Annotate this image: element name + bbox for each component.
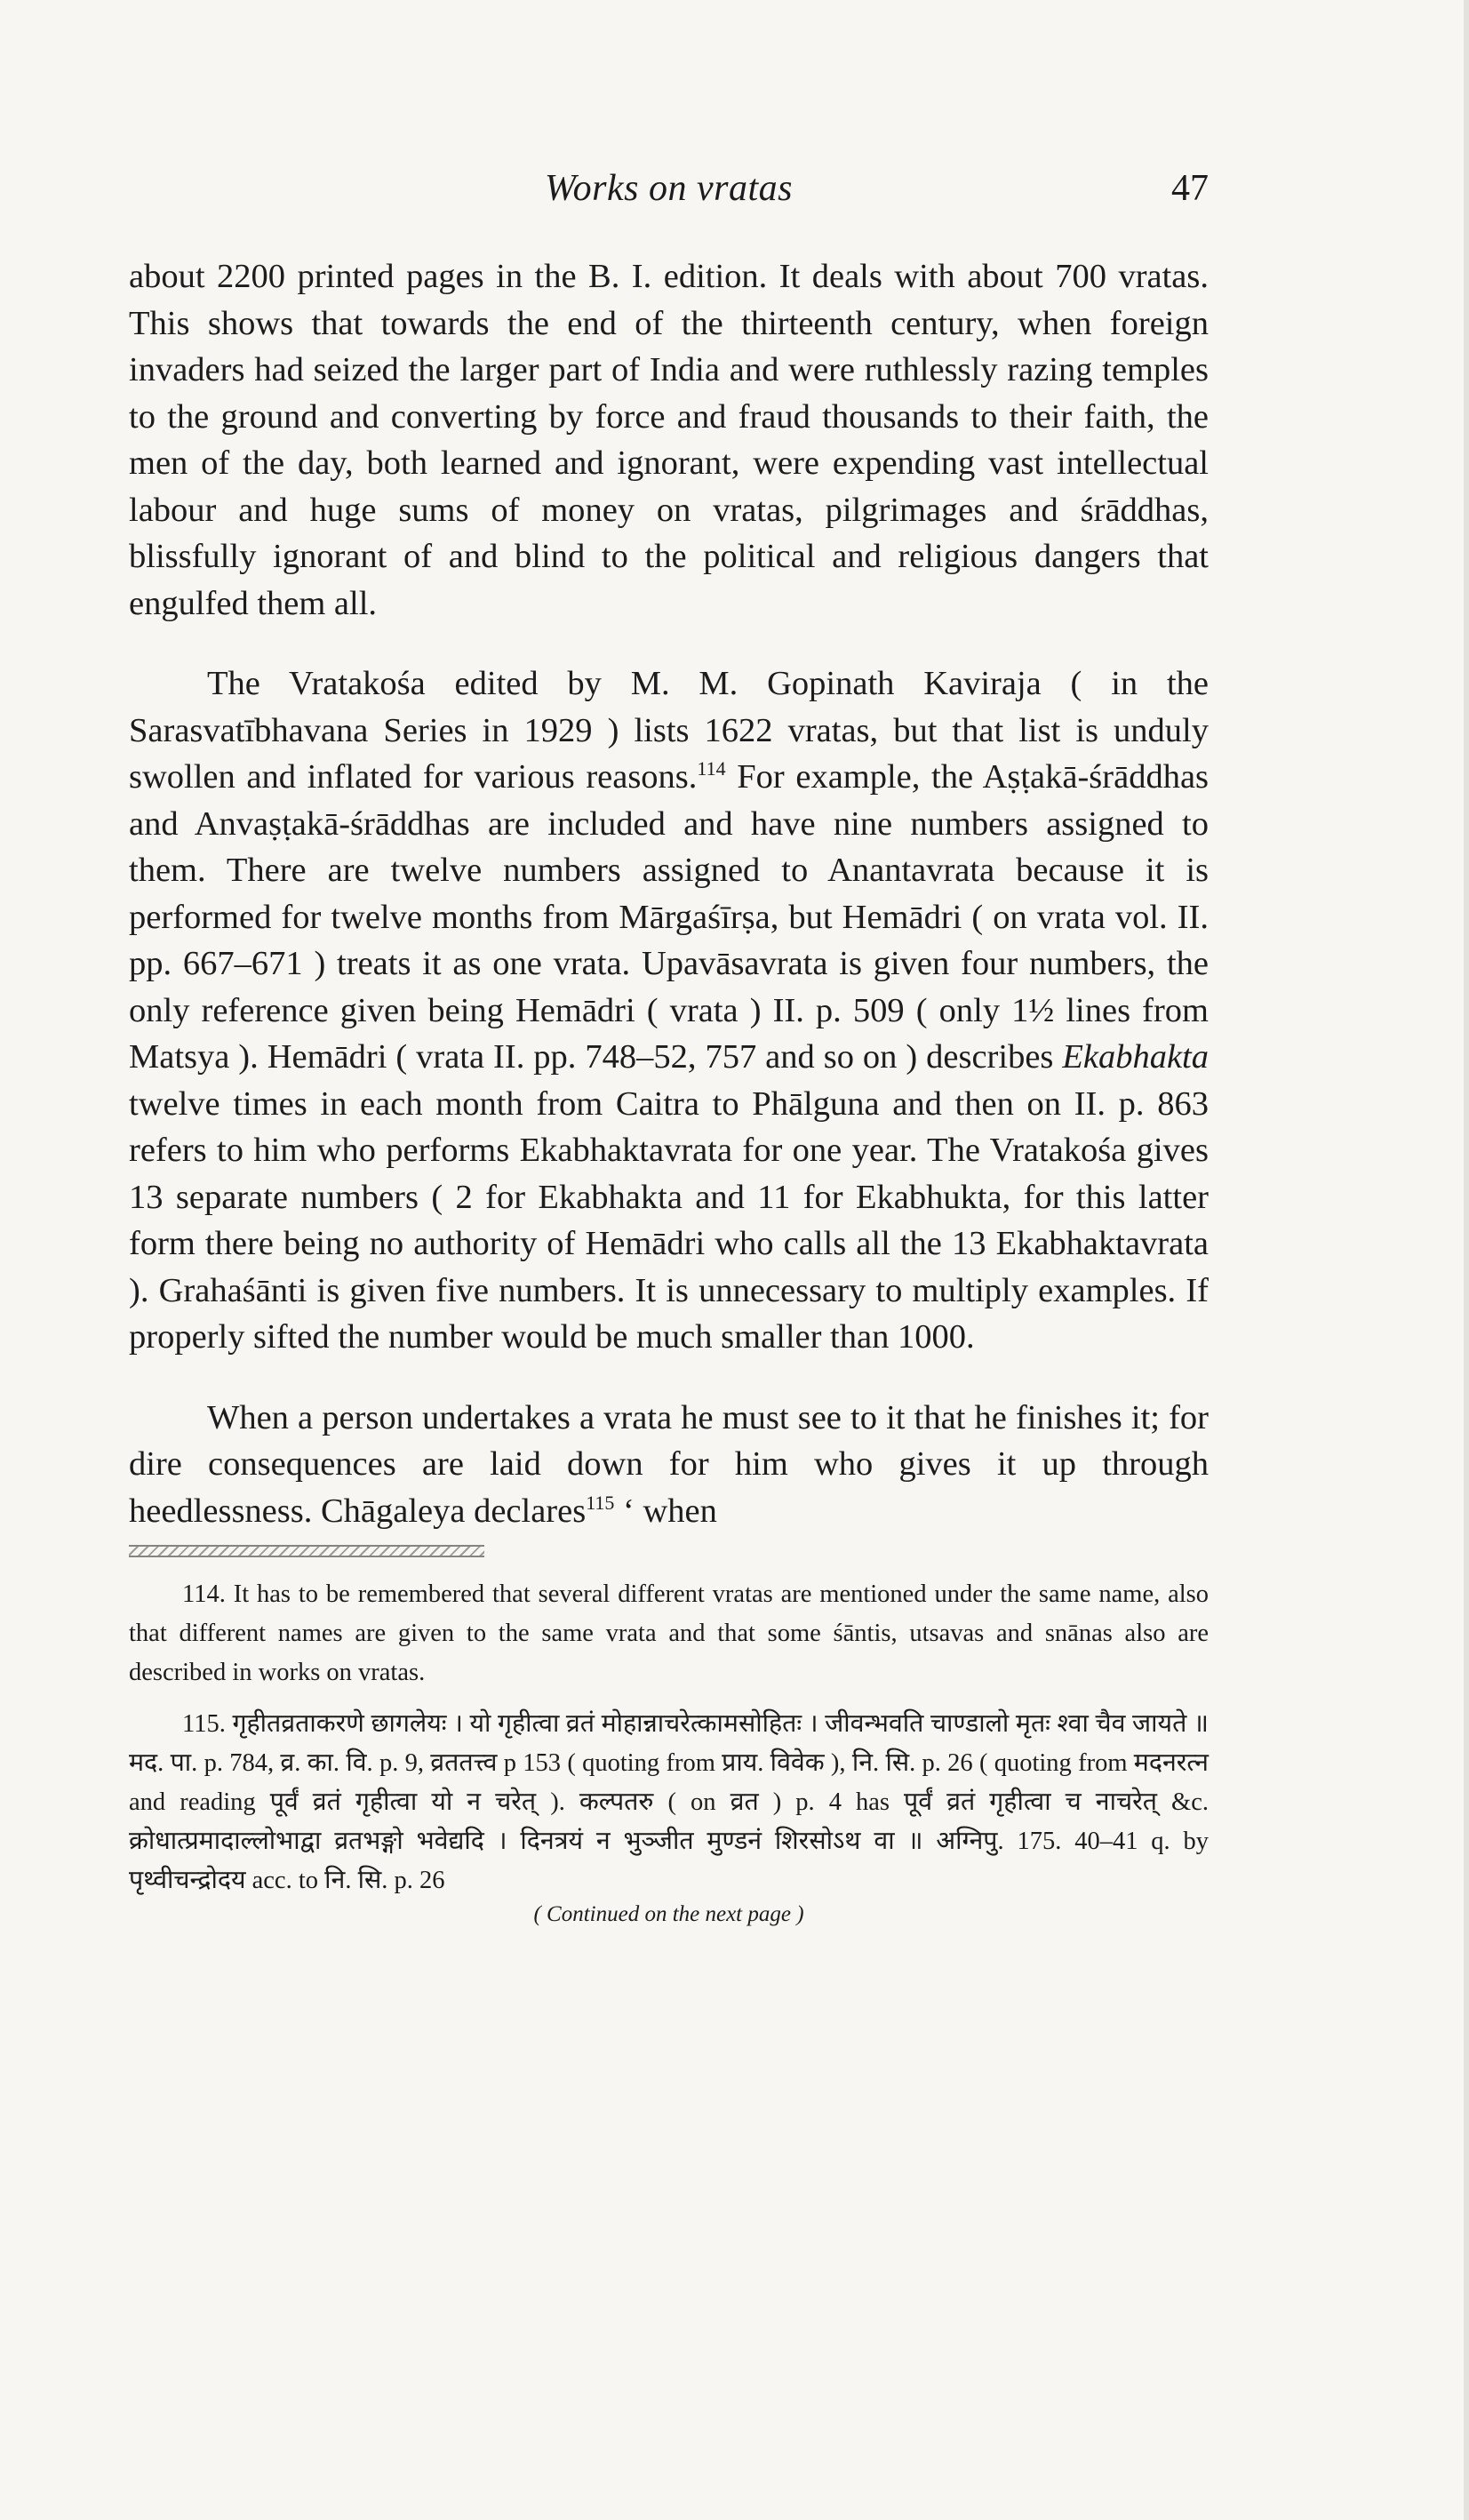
emphasis-ekabhakta: Ekabhakta — [1062, 1038, 1209, 1076]
footnote-115-text: गृहीतव्रताकरणे छागलेयः । यो गृहीत्वा व्रतं मोहान्नाचरेत्कामसोहितः । जीवन्भवति चाण्डालो मृतः श्वा चैव जायते ॥ मद. पा. p. 784, व्र. का. वि. p. 9, व्रततत्त्व p 153 ( quoting from प्राय. विवेक ), नि. सि. p. 26 ( quoting from मदनरत्न and reading पूर्वं व्रतं गृहीत्वा यो न चरेत् ). कल्पतरु ( on व्रत ) p. 4 has पूर्वं व्रतं गृहीत्वा च नाचरेत् &c. क्रोधात्प्रमादाल्लोभाद्वा व्रतभङ्गो भवेद्यदि । दिनत्रयं न भुञ्जीत मुण्डनं शिरसोऽथ वा ॥ अग्निपु. 175. 40–41 q. by पृथ्वीचन्द्रोदय acc. to नि. सि. p. 26 — [129, 1710, 1209, 1894]
footnote-separator — [129, 1545, 484, 1557]
paragraph-2-part-1: The Vratakośa edited by M. M. Gopinath Kaviraja ( in the Sarasvatībhavana Series in 1929 ) lists 1622 vratas, but that list is unduly swollen and inflated for various reasons. — [129, 665, 1209, 796]
footnote-ref-114: 114 — [697, 757, 726, 780]
body-text — [129, 253, 1209, 1927]
footnote-114-text: It has to be remembered that several different vratas are mentioned under the same name, also that different names are given to the same vrata and that some śāntis, utsavas and snānas also are described in works on vratas. — [129, 1580, 1210, 1686]
running-title: Works on vratas — [545, 168, 793, 209]
footnote-115-number: 115. — [182, 1710, 226, 1738]
paragraph-2 — [129, 660, 1209, 1361]
continued-note: ( Continued on the next page ) — [533, 1902, 804, 1926]
paragraph-3-text: When a person undertakes a vrata he must see to it that he finishes it; for dire consequences are laid down for him who gives it up through heedlessness. Chāgaleya declares — [129, 1398, 1209, 1530]
paragraph-1: about 2200 printed pages in the B. I. edition. It deals with about 700 vratas. This shows that towards the end of the thirteenth century, when foreign invaders had seized the larger part of India and were ruthlessly razing temples to the ground and converting by force and fraud thousands to their faith, the men of the day, both learned and ignorant, were expending vast intellectual labour and huge sums of money on vratas, pilgrimages and śrāddhas, blissfully ignorant of and blind to the political and religious dangers that engulfed them all. — [129, 258, 1209, 622]
paragraph-2-part-2: For example, the Aṣṭakā-śrāddhas and Anvaṣṭakā-śrāddhas are included and have nine numbers assigned to them. There are twelve numbers assigned to Anantavrata because it is performed for twelve months from Mārgaśīrṣa, but Hemādri ( on vrata vol. II. pp. 667–671 ) treats it as one vrata. Upavāsavrata is given four numbers, the only reference given being Hemādri ( vrata ) II. p. 509 ( only 1½ lines from Matsya ). Hemādri ( vrata II. pp. 748–52, 757 and so on ) describes — [129, 758, 1210, 1076]
paragraph-3-quote-start: ‘ when — [623, 1492, 717, 1530]
footnote-114 — [129, 1575, 1209, 1692]
page-number: 47 — [1171, 168, 1209, 209]
footnote-ref-115: 115 — [586, 1491, 615, 1514]
footnote-115 — [129, 1705, 1209, 1900]
page-header — [129, 167, 1209, 220]
paragraph-2-part-3: twelve times in each month from Caitra to Phālguna and then on II. p. 863 refers to him who performs Ekabhaktavrata for one year. The Vratakośa gives 13 separate numbers ( 2 for Ekabhakta and 11 for Ekabhukta, for this latter form there being no authority of Hemādri who calls all the 13 Ekabhaktavrata ). Grahaśānti is given five numbers. It is unnecessary to multiply examples. If properly sifted the number would be much smaller than 1000. — [129, 1084, 1209, 1356]
footnote-114-number: 114. — [182, 1580, 226, 1608]
page-edge — [1464, 0, 1469, 2520]
paragraph-3 — [129, 1395, 1209, 1535]
